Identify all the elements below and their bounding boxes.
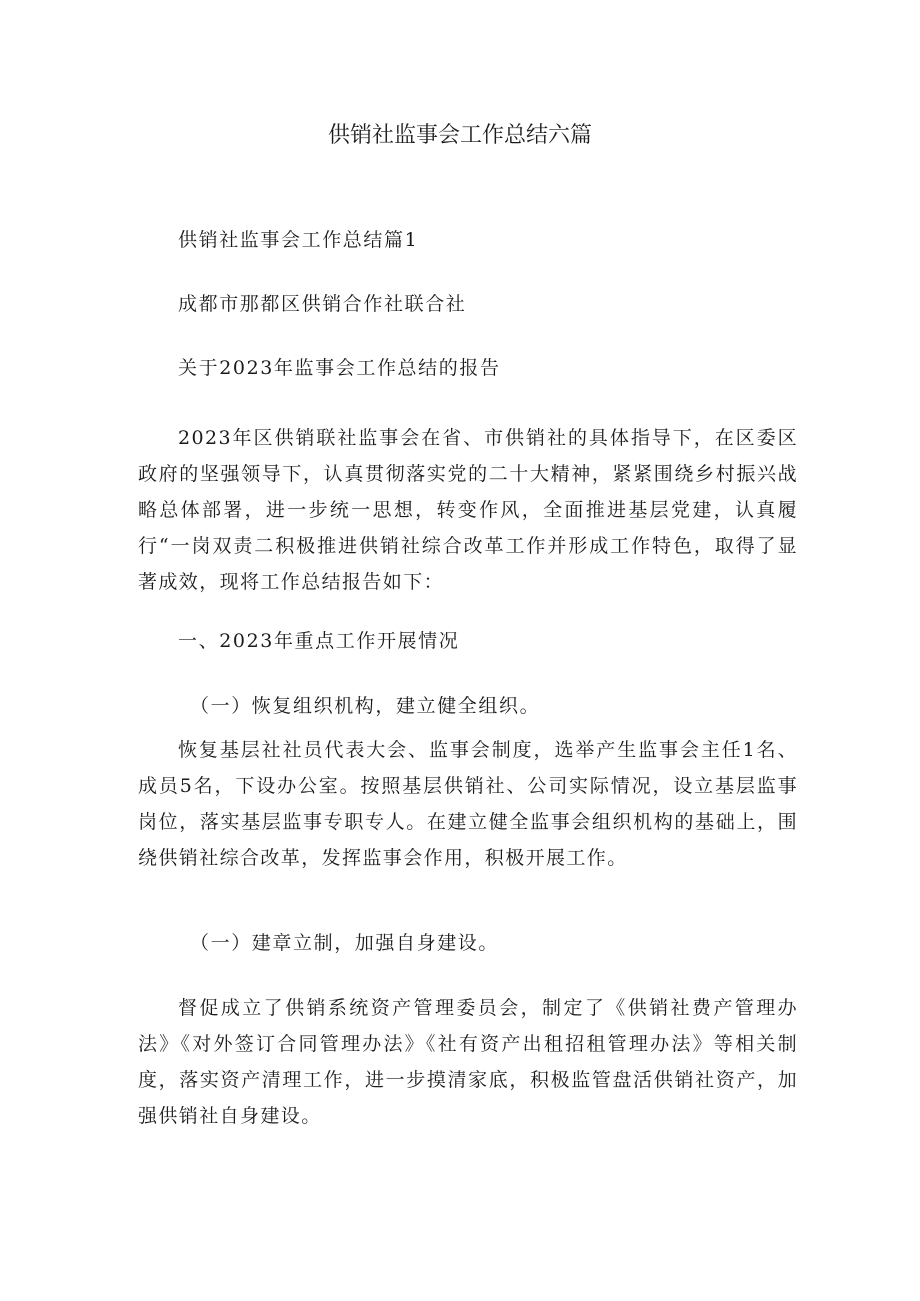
- body-paragraph-1: 恢复基层社社员代表大会、监事会制度，选举产生监事会主任1名、成员5名，下设办公室。按照基层供销社、公司实际情况，设立基层监事岗位，落实基层监事专职专人。在建立健全监事会组织机构的基础上，围绕供销社综合改革，发挥监事会作用，积极开展工作。: [138, 739, 798, 869]
- subtitle-line: 供销社监事会工作总结篇1: [178, 229, 419, 251]
- subsection-heading-1: （一）恢复组织机构，建立健全组织。: [190, 695, 541, 717]
- organization-line: 成都市那都区供销合作社联合社: [178, 293, 467, 315]
- body-paragraph-2: 督促成立了供销系统资产管理委员会，制定了《供销社费产管理办法》《对外签订合同管理办法》《社有资产出租招租管理办法》等相关制度，落实资产清理工作，进一步摸清家底，积极监管盘活供销社资产，加强供销社自身建设。: [138, 997, 798, 1127]
- subsection-heading-2: （一）建章立制，加强自身建设。: [190, 932, 500, 954]
- intro-paragraph: 2023年区供销联社监事会在省、市供销社的具体指导下，在区委区政府的坚强领导下，认真贯彻落实党的二十大精神，紧紧围绕乡村振兴战略总体部署，进一步统一思想，转变作风，全面推进基层党建，认真履行“一岗双责二积极推进供销社综合改革工作并形成工作特色，取得了显著成效，现将工作总结报告如下：: [138, 427, 798, 593]
- document-title: 供销社监事会工作总结六篇: [327, 123, 592, 148]
- section-heading: 一、2023年重点工作开展情况: [178, 630, 460, 652]
- report-title-line: 关于2023年监事会工作总结的报告: [178, 357, 501, 379]
